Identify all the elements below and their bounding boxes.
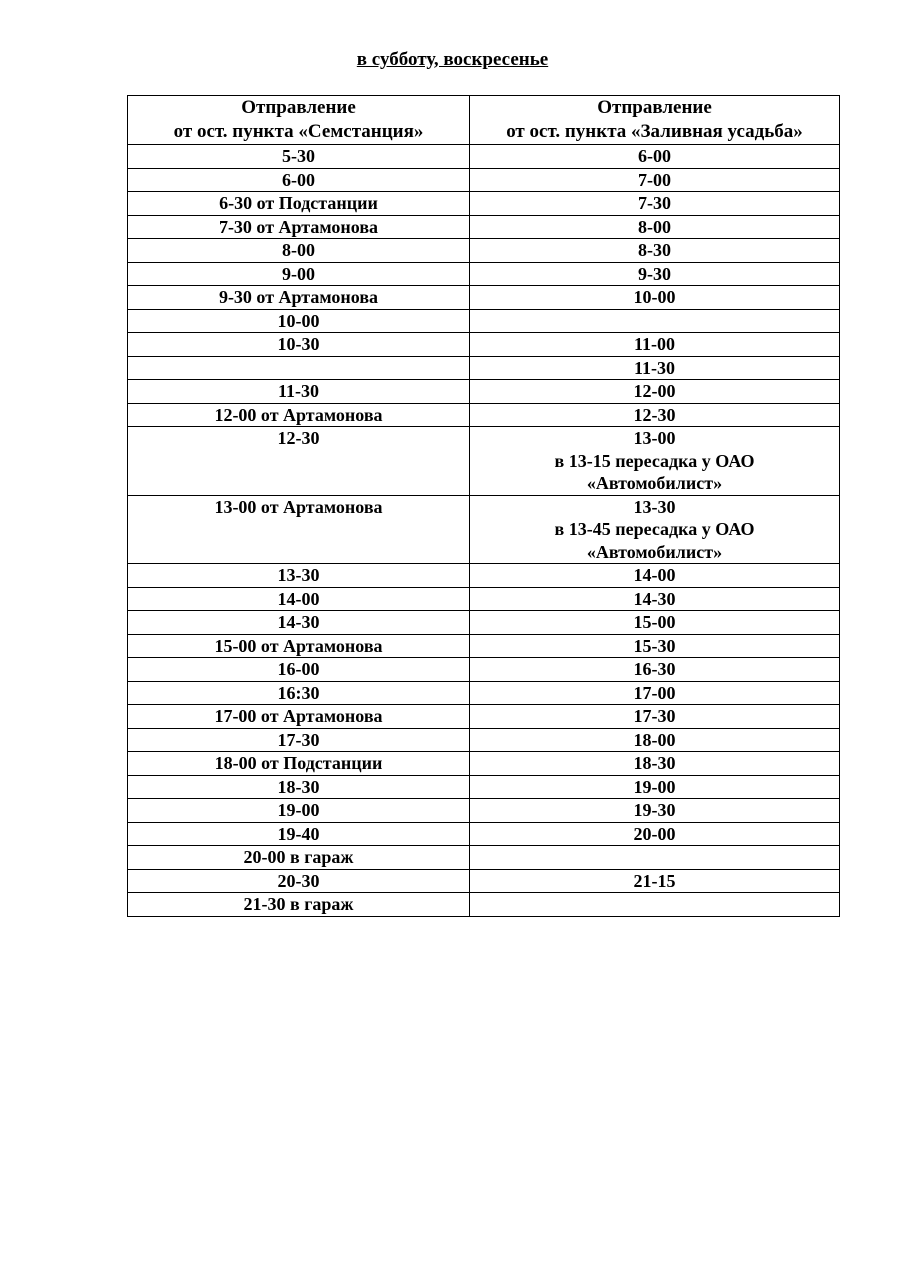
table-row xyxy=(128,239,840,263)
departure-time-semstantsiya: 19-40 xyxy=(128,822,470,846)
table-row xyxy=(128,658,840,682)
schedule-table xyxy=(127,95,840,917)
departure-time-semstantsiya: 19-00 xyxy=(128,799,470,823)
departure-time: 16-30 xyxy=(633,659,676,679)
departure-time-semstantsiya: 15-00 от Артамонова xyxy=(128,634,470,658)
departure-time-zalivnaya-usadba xyxy=(470,564,840,588)
departure-time-zalivnaya-usadba xyxy=(470,775,840,799)
departure-time-semstantsiya: 9-00 xyxy=(128,262,470,286)
table-row xyxy=(128,634,840,658)
departure-time: 9-30 xyxy=(638,263,671,284)
departure-time: 15-30 xyxy=(633,635,676,656)
departure-time-semstantsiya xyxy=(128,356,470,380)
departure-time: 8-30 xyxy=(638,240,671,260)
departure-time-zalivnaya-usadba xyxy=(470,215,840,239)
table-row xyxy=(128,403,840,427)
departure-time-zalivnaya-usadba xyxy=(470,495,840,564)
departure-time-semstantsiya: 17-00 от Артамонова xyxy=(128,705,470,729)
departure-time: 11-30 xyxy=(633,357,675,378)
table-row xyxy=(128,752,840,776)
departure-time-zalivnaya-usadba xyxy=(470,587,840,611)
departure-time-zalivnaya-usadba xyxy=(470,658,840,682)
departure-time-zalivnaya-usadba xyxy=(470,286,840,310)
table-row xyxy=(128,846,840,870)
table-row xyxy=(128,775,840,799)
header-departure-semstantsiya xyxy=(128,96,470,145)
departure-time-semstantsiya: 12-30 xyxy=(128,427,470,496)
departure-time-zalivnaya-usadba xyxy=(470,309,840,333)
departure-time: 19-00 xyxy=(633,776,676,797)
departure-time-semstantsiya: 13-00 от Артамонова xyxy=(128,495,470,564)
departure-time-zalivnaya-usadba xyxy=(470,822,840,846)
departure-time-zalivnaya-usadba xyxy=(470,145,840,169)
departure-time-semstantsiya: 18-30 xyxy=(128,775,470,799)
departure-time-zalivnaya-usadba xyxy=(470,333,840,357)
table-row xyxy=(128,356,840,380)
departure-time: 17-30 xyxy=(633,706,676,726)
departure-time-semstantsiya: 10-00 xyxy=(128,309,470,333)
departure-time: 7-30 xyxy=(638,193,671,213)
departure-time: 6-00 xyxy=(638,146,671,166)
departure-time-semstantsiya: 17-30 xyxy=(128,728,470,752)
departure-time-zalivnaya-usadba xyxy=(470,403,840,427)
table-row xyxy=(128,587,840,611)
departure-time-semstantsiya: 21-30 в гараж xyxy=(128,893,470,917)
transfer-note: в 13-15 пересадка у ОАО xyxy=(554,450,755,471)
table-row xyxy=(128,564,840,588)
departure-time: 17-00 xyxy=(633,682,676,703)
departure-time-semstantsiya: 14-30 xyxy=(128,611,470,635)
header-line: Отправление xyxy=(241,97,356,118)
table-row xyxy=(128,168,840,192)
page-title: в субботу, воскресенье xyxy=(356,49,549,70)
departure-time-zalivnaya-usadba xyxy=(470,752,840,776)
header-line: от ост. пункта «Заливная усадьба» xyxy=(506,121,803,142)
departure-time-zalivnaya-usadba xyxy=(470,239,840,263)
departure-time: 7-00 xyxy=(638,169,671,190)
departure-time xyxy=(472,310,837,333)
departure-time-semstantsiya: 9-30 от Артамонова xyxy=(128,286,470,310)
departure-time-semstantsiya: 12-00 от Артамонова xyxy=(128,403,470,427)
table-row xyxy=(128,380,840,404)
departure-time-zalivnaya-usadba xyxy=(470,168,840,192)
departure-time: 13-30 xyxy=(633,496,676,517)
header-line: от ост. пункта «Семстанция» xyxy=(173,121,424,142)
departure-time-semstantsiya: 13-30 xyxy=(128,564,470,588)
departure-time: 10-00 xyxy=(633,287,676,307)
departure-time-semstantsiya: 18-00 от Подстанции xyxy=(128,752,470,776)
departure-time-zalivnaya-usadba xyxy=(470,705,840,729)
departure-time-semstantsiya: 11-30 xyxy=(128,380,470,404)
table-row xyxy=(128,145,840,169)
table-row xyxy=(128,427,840,496)
table-row xyxy=(128,799,840,823)
departure-time-semstantsiya: 14-00 xyxy=(128,587,470,611)
table-row xyxy=(128,869,840,893)
table-row xyxy=(128,681,840,705)
table-row xyxy=(128,215,840,239)
departure-time-zalivnaya-usadba xyxy=(470,869,840,893)
table-row xyxy=(128,495,840,564)
table-header-row xyxy=(128,96,840,145)
table-row xyxy=(128,192,840,216)
departure-time-zalivnaya-usadba xyxy=(470,893,840,917)
departure-time-zalivnaya-usadba xyxy=(470,356,840,380)
departure-time: 21-15 xyxy=(633,870,676,891)
departure-time-zalivnaya-usadba xyxy=(470,846,840,870)
departure-time-semstantsiya: 7-30 от Артамонова xyxy=(128,215,470,239)
table-row xyxy=(128,705,840,729)
departure-time: 13-00 xyxy=(633,428,676,448)
transfer-note: «Автомобилист» xyxy=(586,473,723,493)
departure-time: 19-30 xyxy=(633,800,676,820)
departure-time-semstantsiya: 20-00 в гараж xyxy=(128,846,470,870)
departure-time-semstantsiya: 8-00 xyxy=(128,239,470,263)
departure-time: 18-30 xyxy=(633,753,676,773)
departure-time-zalivnaya-usadba xyxy=(470,681,840,705)
departure-time xyxy=(472,893,837,916)
schedule-body xyxy=(128,145,840,917)
departure-time-zalivnaya-usadba xyxy=(470,380,840,404)
transfer-note: в 13-45 пересадка у ОАО xyxy=(554,519,755,539)
departure-time-zalivnaya-usadba xyxy=(470,611,840,635)
departure-time: 20-00 xyxy=(633,823,676,844)
departure-time-zalivnaya-usadba xyxy=(470,634,840,658)
departure-time-zalivnaya-usadba xyxy=(470,427,840,496)
table-row xyxy=(128,286,840,310)
departure-time: 14-30 xyxy=(633,588,676,609)
table-row xyxy=(128,309,840,333)
departure-time: 18-00 xyxy=(633,729,676,750)
departure-time: 14-00 xyxy=(633,565,676,585)
transfer-note: «Автомобилист» xyxy=(586,541,723,562)
departure-time-semstantsiya: 16:30 xyxy=(128,681,470,705)
table-row xyxy=(128,262,840,286)
departure-time-zalivnaya-usadba xyxy=(470,799,840,823)
departure-time: 12-30 xyxy=(633,404,676,425)
table-row xyxy=(128,728,840,752)
table-row xyxy=(128,893,840,917)
departure-time: 8-00 xyxy=(638,216,671,237)
departure-time-zalivnaya-usadba xyxy=(470,728,840,752)
departure-time: 11-00 xyxy=(633,334,675,354)
departure-time-semstantsiya: 10-30 xyxy=(128,333,470,357)
departure-time-semstantsiya: 16-00 xyxy=(128,658,470,682)
table-row xyxy=(128,822,840,846)
departure-time-zalivnaya-usadba xyxy=(470,262,840,286)
departure-time xyxy=(472,846,837,869)
departure-time-semstantsiya: 6-00 xyxy=(128,168,470,192)
header-line: Отправление xyxy=(597,97,712,118)
departure-time: 12-00 xyxy=(633,381,676,401)
table-row xyxy=(128,333,840,357)
header-departure-zalivnaya-usadba xyxy=(470,96,840,145)
departure-time-semstantsiya: 20-30 xyxy=(128,869,470,893)
departure-time-semstantsiya: 5-30 xyxy=(128,145,470,169)
departure-time-zalivnaya-usadba xyxy=(470,192,840,216)
departure-time-semstantsiya: 6-30 от Подстанции xyxy=(128,192,470,216)
table-row xyxy=(128,611,840,635)
departure-time: 15-00 xyxy=(633,612,676,632)
